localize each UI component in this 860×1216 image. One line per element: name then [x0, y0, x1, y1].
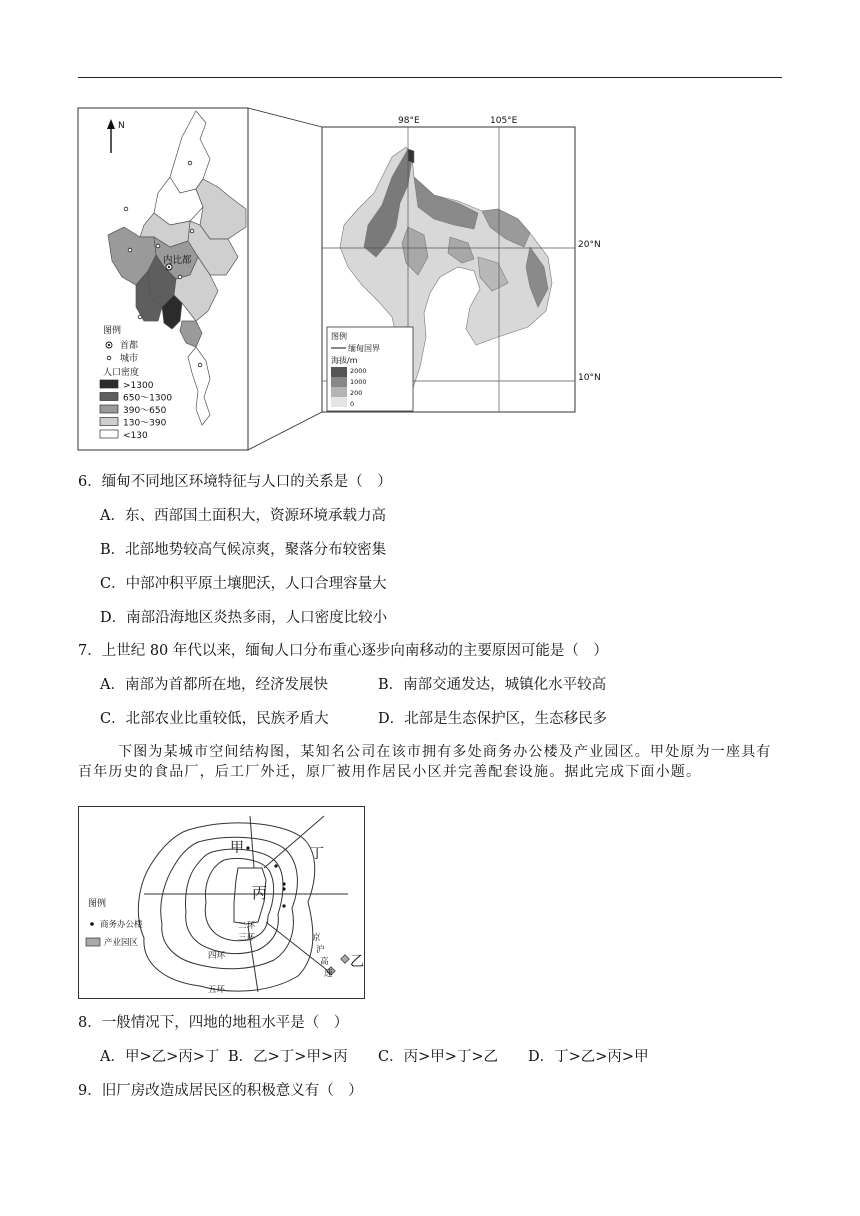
q8-option-c[interactable]: C．丙>甲>丁>乙 [378, 1049, 499, 1065]
city-structure-figure [78, 806, 368, 1000]
q8-option-d[interactable]: D．丁>乙>丙>甲 [528, 1049, 649, 1065]
legend-capital: 首都 [120, 341, 139, 351]
q8-option-a[interactable]: A．甲>乙>丙>丁 [100, 1049, 220, 1065]
ring-label-2: 二环 [238, 921, 256, 931]
north-label: N [118, 121, 125, 131]
lon-label-105: 105°E [490, 116, 518, 126]
passage-intro: 下图为某城市空间结构图，某知名公司在该市拥有多处商务办公楼及产业园区。甲处原为一座具有百年历史的食品厂，后工厂外迁，原厂被用作居民小区并完善配套设施。据此完成下面小题。 [78, 744, 772, 780]
density-label: >1300 [123, 381, 154, 391]
lon-label-98: 98°E [398, 116, 420, 126]
legend-office: 商务办公楼 [100, 920, 143, 930]
density-label: 650～1300 [123, 393, 173, 404]
legend-title: 图例 [103, 326, 122, 336]
header-rule [78, 77, 782, 78]
place-yi: 乙 [350, 954, 364, 970]
q7-option-b[interactable]: B．南部交通发达，城镇化水平较高 [378, 677, 607, 693]
density-swatch [100, 393, 118, 401]
ring-label-5: 五环 [208, 985, 226, 995]
relief-legend-title: 图例 [331, 332, 347, 341]
legend-park: 产业园区 [104, 938, 139, 948]
lat-label-20: 20°N [578, 240, 601, 250]
legend-density-title: 人口密度 [103, 368, 140, 378]
q7-option-d[interactable]: D．北部是生态保护区，生态移民多 [378, 711, 608, 727]
question-8-stem: 8．一般情况下，四地的地租水平是（ ） [78, 1015, 349, 1031]
question-7-stem: 7．上世纪 80 年代以来，缅甸人口分布重心逐步向南移动的主要原因可能是（ ） [78, 643, 608, 659]
legend-city: 城市 [120, 354, 139, 364]
elev-200: 200 [350, 389, 363, 397]
ring-label-4: 四环 [208, 951, 226, 961]
question-9-stem: 9．旧厂房改造成居民区的积极意义有（ ） [78, 1083, 363, 1099]
elev-1000: 1000 [350, 378, 367, 386]
density-label: 390～650 [123, 406, 167, 416]
q6-option-a[interactable]: A．东、西部国土面积大，资源环境承载力高 [100, 508, 386, 524]
myanmar-map-figure [78, 107, 601, 453]
relief-border-label: 缅甸国界 [348, 344, 380, 353]
ring-label-3: 三环 [238, 933, 256, 943]
fig2-legend-title: 图例 [88, 899, 107, 909]
q6-option-d[interactable]: D．南部沿海地区炎热多雨，人口密度比较小 [100, 610, 388, 626]
elev-0: 0 [350, 400, 355, 408]
density-swatch [100, 405, 118, 413]
capital-label: 内比都 [163, 255, 192, 266]
question-6-stem: 6．缅甸不同地区环境特征与人口的关系是（ ） [78, 474, 392, 490]
q8-option-b[interactable]: B．乙>丁>甲>丙 [228, 1049, 348, 1065]
place-bing: 丙 [252, 884, 268, 902]
density-label: 130～390 [123, 418, 167, 429]
highway-char-2: 沪 [316, 945, 325, 955]
q7-option-a[interactable]: A．南部为首都所在地，经济发展快 [100, 677, 328, 693]
elev-2000: 2000 [350, 367, 367, 375]
density-swatch [100, 418, 118, 426]
q7-option-c[interactable]: C．北部农业比重较低，民族矛盾大 [100, 711, 329, 727]
place-jia: 甲 [230, 840, 244, 856]
place-ding: 丁 [310, 846, 324, 862]
density-swatch [100, 380, 118, 388]
lat-label-10: 10°N [578, 373, 601, 383]
relief-elev-title: 海拔/m [331, 356, 358, 365]
highway-char-3: 高 [320, 957, 329, 967]
density-label: <130 [123, 431, 148, 441]
q6-option-b[interactable]: B．北部地势较高气候凉爽，聚落分布较密集 [100, 542, 387, 558]
highway-char-4: 速 [324, 969, 333, 979]
elevation-scale [331, 367, 347, 407]
q6-option-c[interactable]: C．中部冲积平原土壤肥沃，人口合理容量大 [100, 576, 387, 592]
highway-char-1: 京 [312, 933, 321, 943]
density-swatch [100, 430, 118, 438]
